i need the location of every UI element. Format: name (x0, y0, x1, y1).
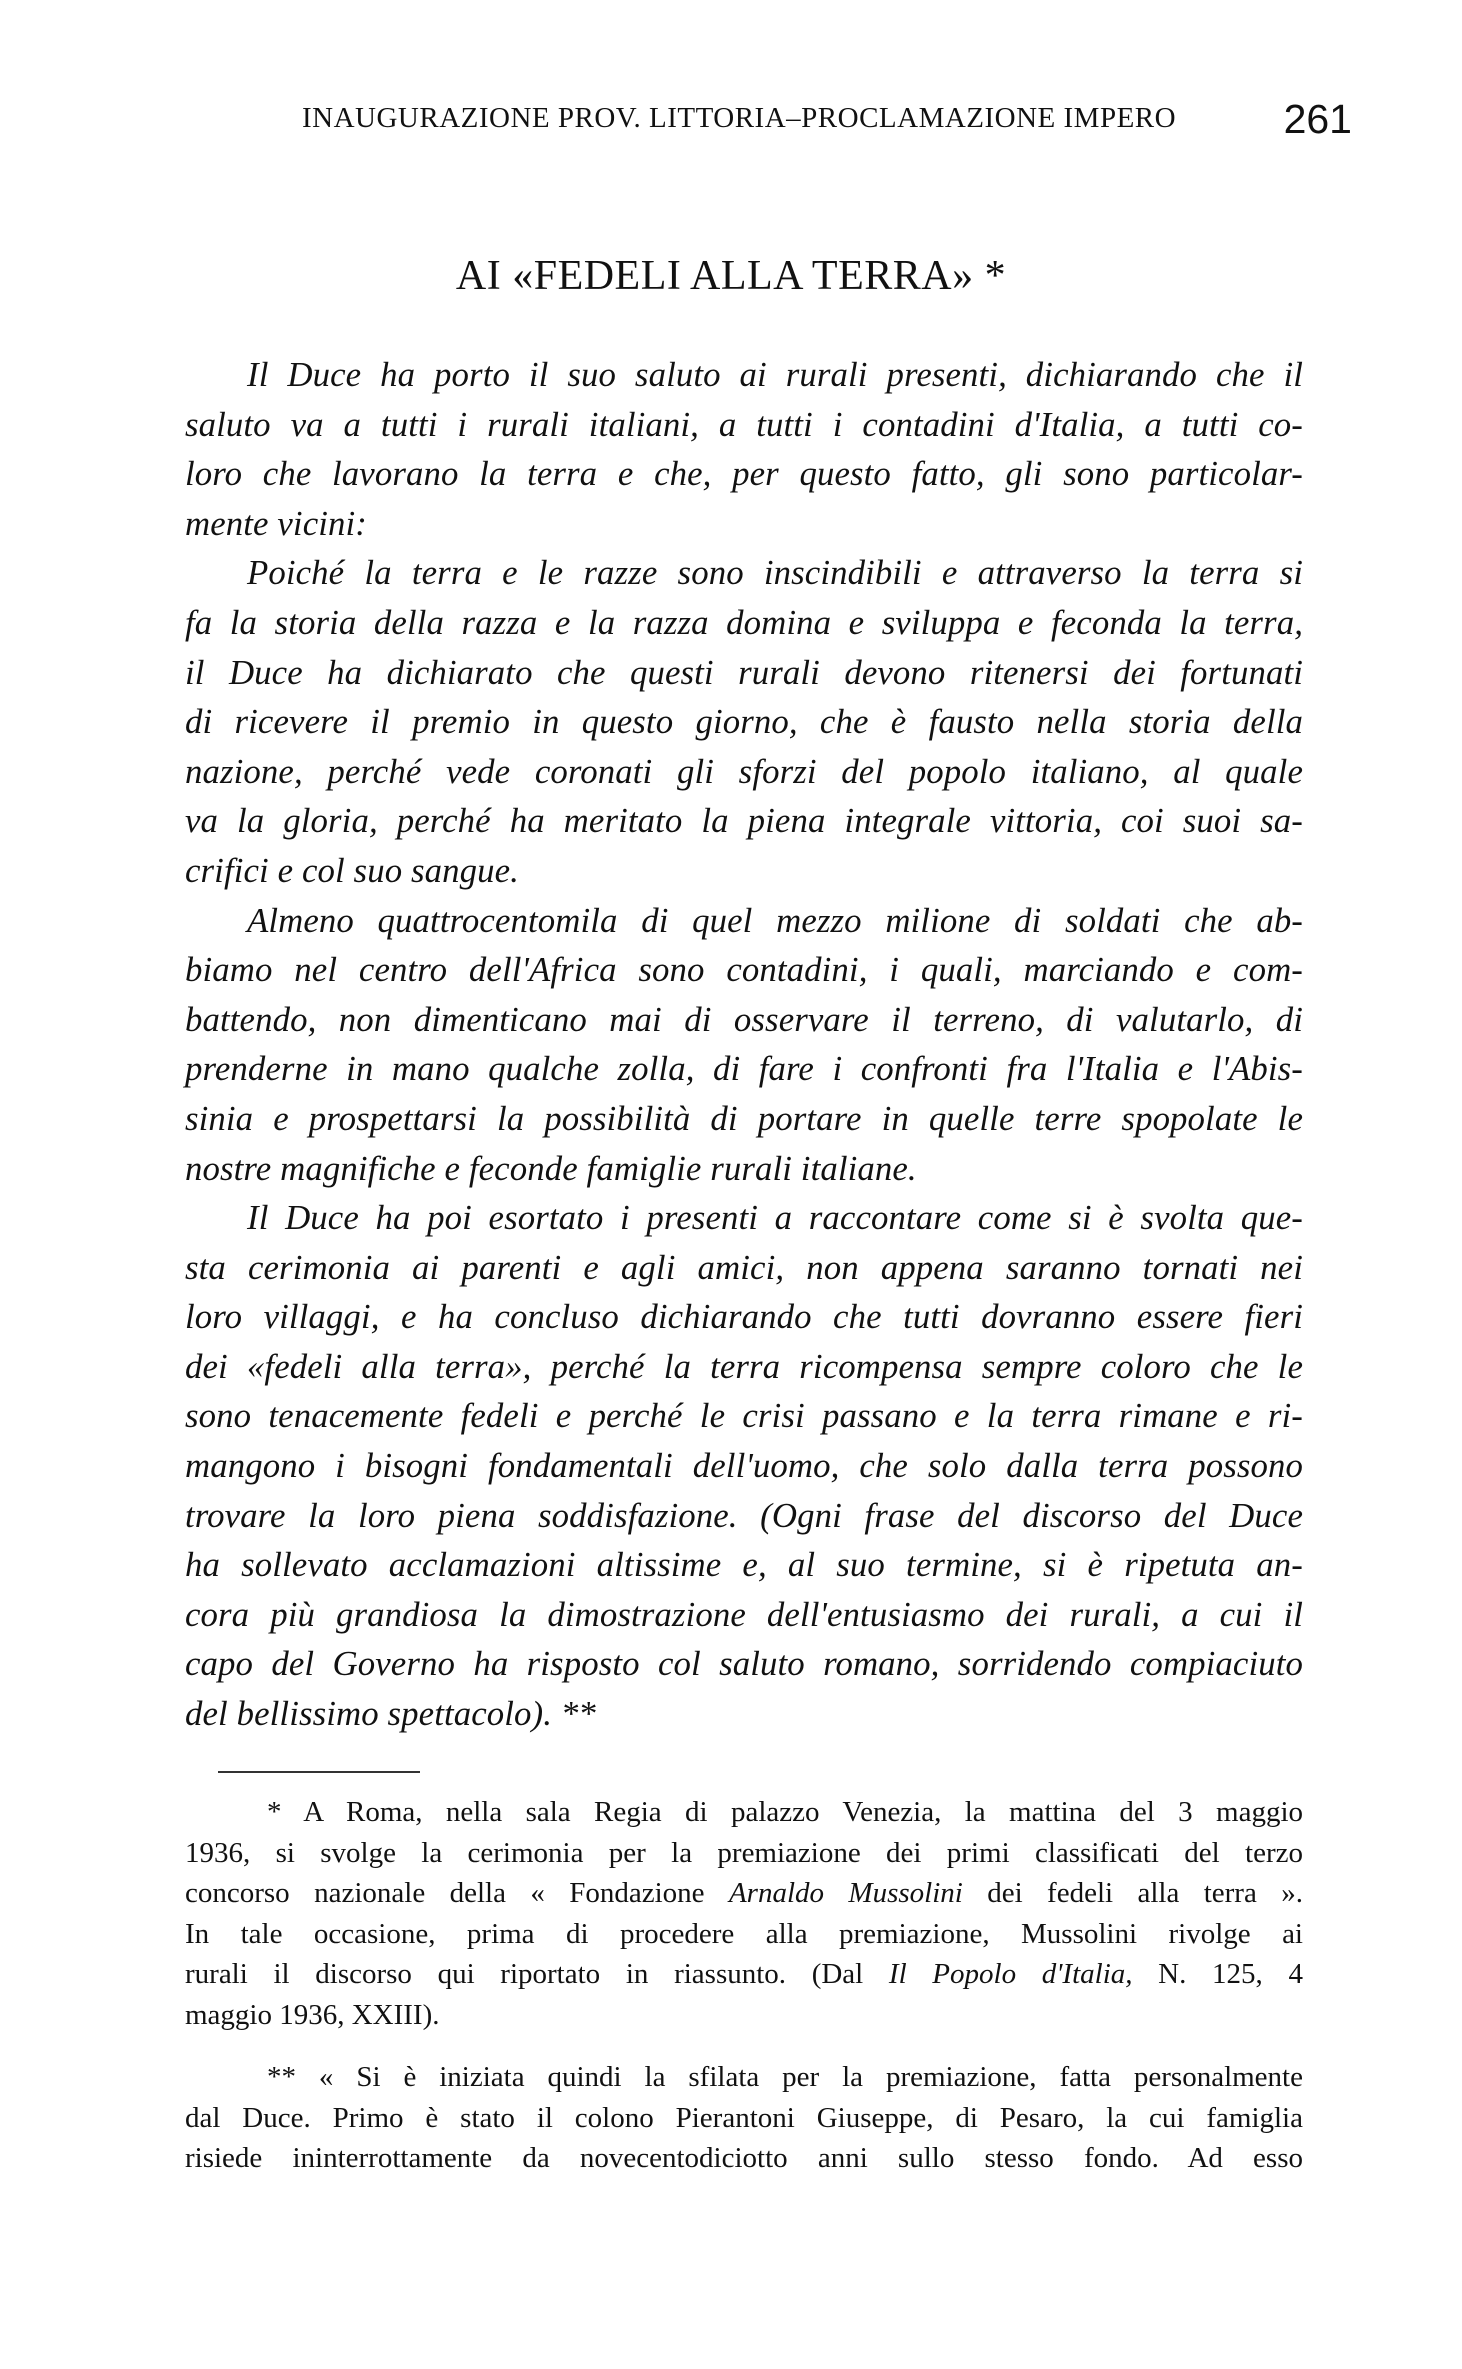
text-line: battendo, non dimenticano mai di osservare il terreno, di valutarlo, di (185, 999, 1303, 1039)
text-line: sono tenacemente fedeli e perché le crisi passano e la terra rimane e ri- (185, 1396, 1303, 1436)
footnote-line: 1936, si svolge la cerimonia per la premiazione dei primi classificati del terzo (185, 1836, 1303, 1869)
text-line: nazione, perché vede coronati gli sforzi del popolo italiano, al quale (185, 751, 1303, 791)
paragraph (185, 548, 1303, 895)
text-line: crifici e col suo sangue. (185, 850, 519, 890)
text-line: Il Duce ha poi esortato i presenti a raccontare come si è svolta que- (247, 1198, 1303, 1238)
text-line: loro villaggi, e ha concluso dichiarando che tutti dovranno essere fieri (185, 1297, 1303, 1337)
footnote-line: In tale occasione, prima di procedere alla premiazione, Mussolini rivolge ai (185, 1917, 1303, 1950)
text-line: prenderne in mano qualche zolla, di fare i confronti fra l'Italia e l'Abis- (185, 1049, 1303, 1089)
text-line: il Duce ha dichiarato che questi rurali devono ritenersi dei fortunati (185, 652, 1303, 692)
footnote-line: * A Roma, nella sala Regia di palazzo Venezia, la mattina del 3 maggio (267, 1796, 1303, 1828)
footnote-line (185, 1873, 1303, 1914)
text-line: dei «fedeli alla terra», perché la terra ricompensa sempre coloro che le (185, 1346, 1303, 1386)
paragraph (185, 1193, 1303, 1739)
text-line: Almeno quattrocentomila di quel mezzo milione di soldati che ab- (247, 900, 1303, 940)
text-line: mente vicini: (185, 503, 367, 543)
text-line: sinia e prospettarsi la possibilità di portare in quelle terre spopolate le (185, 1098, 1303, 1138)
footnote-line: dal Duce. Primo è stato il colono Pierantoni Giuseppe, di Pesaro, la cui famiglia (185, 2101, 1303, 2134)
footnote-line: ** « Si è iniziata quindi la sfilata per la premiazione, fatta personalmente (267, 2061, 1303, 2093)
body-text (185, 350, 1303, 1739)
footnote-text: N. 125, 4 (1132, 1958, 1303, 1990)
footnote-rule (218, 1771, 420, 1773)
text-line: Il Duce ha porto il suo saluto ai rurali presenti, dichiarando che il (247, 355, 1303, 394)
footnote-italic-text: Arnaldo Mussolini (728, 1877, 963, 1909)
running-head (302, 96, 1352, 146)
section-title: AI «FEDELI ALLA TERRA» * (455, 253, 1007, 299)
text-line: fa la storia della razza e la razza domina e sviluppa e feconda la terra, (185, 602, 1303, 642)
text-line: di ricevere il premio in questo giorno, che è fausto nella storia della (185, 702, 1303, 742)
paragraph (185, 350, 1303, 548)
text-line: Poiché la terra e le razze sono inscindibili e attraverso la terra si (247, 553, 1303, 593)
footnote-text: dei fedeli alla terra ». (962, 1877, 1303, 1909)
text-line: saluto va a tutti i rurali italiani, a tutti i contadini d'Italia, a tutti co- (185, 404, 1303, 444)
text-line: del bellissimo spettacolo). ** (185, 1694, 596, 1734)
footnote-2 (185, 2057, 1303, 2179)
page-number: 261 (1283, 96, 1352, 142)
text-line: capo del Governo ha risposto col saluto romano, sorridendo compiaciuto (185, 1644, 1303, 1684)
footnote-1 (185, 1792, 1303, 2035)
text-line: sta cerimonia ai parenti e agli amici, non appena saranno tornati nei (185, 1247, 1303, 1287)
footnote-line: risiede ininterrottamente da novecentodiciotto anni sullo stesso fondo. Ad esso (185, 2142, 1303, 2174)
text-line: va la gloria, perché ha meritato la piena integrale vittoria, coi suoi sa- (185, 801, 1303, 841)
footnote-line (185, 1954, 1303, 1995)
text-line: cora più grandiosa la dimostrazione dell'entusiasmo dei rurali, a cui il (185, 1594, 1303, 1634)
text-line: mangono i bisogni fondamentali dell'uomo, che solo dalla terra possono (185, 1446, 1303, 1486)
running-title: INAUGURAZIONE PROV. LITTORIA–PROCLAMAZIONE IMPERO (302, 102, 1177, 134)
text-line: biamo nel centro dell'Africa sono contadini, i quali, marciando e com- (185, 950, 1303, 990)
footnote-text: concorso nazionale della « Fondazione (185, 1877, 729, 1909)
text-line: trovare la loro piena soddisfazione. (Ogni frase del discorso del Duce (185, 1495, 1303, 1535)
text-line: nostre magnifiche e feconde famiglie rurali italiane. (185, 1148, 917, 1188)
footnote-italic-text: Il Popolo d'Italia, (888, 1958, 1133, 1990)
text-line: loro che lavorano la terra e che, per questo fatto, gli sono particolar- (185, 454, 1303, 494)
text-line: ha sollevato acclamazioni altissime e, al suo termine, si è ripetuta an- (185, 1545, 1303, 1585)
footnote-line: maggio 1936, XXIII). (185, 1998, 440, 2031)
footnotes (185, 1792, 1303, 2201)
footnote-text: rurali il discorso qui riportato in riassunto. (Dal (185, 1958, 889, 1990)
paragraph (185, 896, 1303, 1194)
